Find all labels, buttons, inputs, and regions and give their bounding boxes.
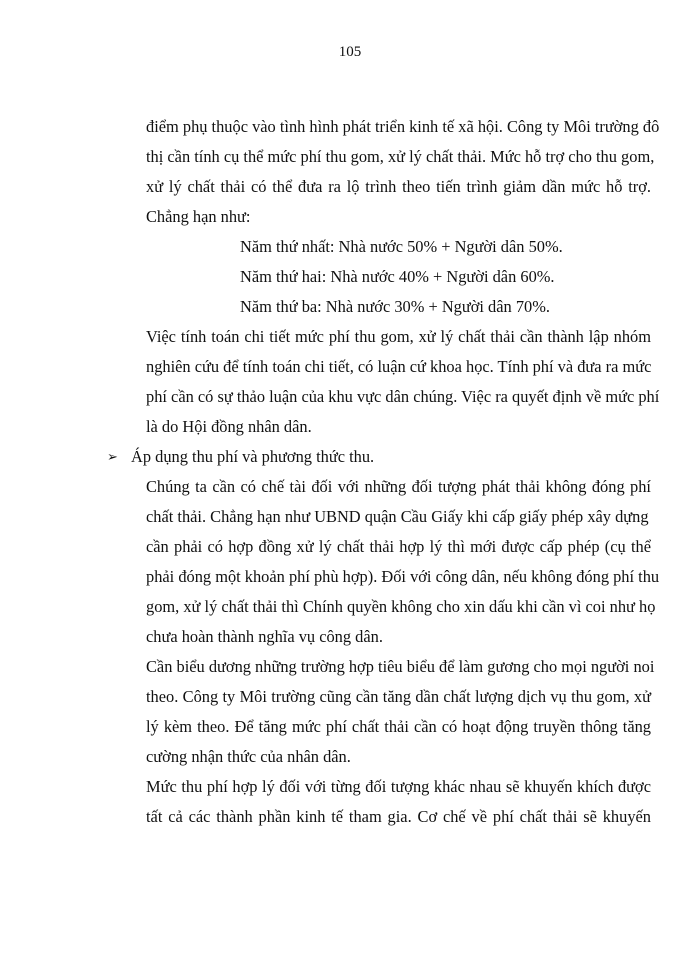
paragraph-2-line-1: Việc tính toán chi tiết mức phí thu gom, xử lý chất thải cần thành lập nhóm: [146, 327, 651, 346]
paragraph-2-line-3: phí cần có sự thảo luận của khu vực dân chúng. Việc ra quyết định về mức phí: [146, 387, 660, 406]
paragraph-5-line-2: tất cả các thành phần kinh tế tham gia. Cơ chế về phí chất thải sẽ khuyến: [146, 807, 651, 826]
paragraph-3-line-1: Chúng ta cần có chế tài đối với những đối tượng phát thải không đóng phí: [146, 477, 651, 496]
bullet-item: [107, 447, 374, 467]
roadmap-year-1: Năm thứ nhất: Nhà nước 50% + Người dân 50%.: [240, 237, 563, 256]
paragraph-3-line-5: gom, xử lý chất thải thì Chính quyền không cho xin dấu khi cần vì coi như họ: [146, 597, 656, 616]
paragraph-3-line-2: chất thải. Chẳng hạn như UBND quận Cầu Giấy khi cấp giấy phép xây dựng: [146, 507, 649, 526]
arrow-bullet-icon: ➢: [107, 449, 118, 464]
paragraph-4-line-3: lý kèm theo. Để tăng mức phí chất thải cần có hoạt động truyền thông tăng: [146, 717, 651, 736]
page-number: 105: [338, 44, 362, 60]
paragraph-1-line-3: xử lý chất thải có thể đưa ra lộ trình theo tiến trình giảm dần mức hỗ trợ.: [146, 177, 651, 196]
paragraph-3-line-4: phải đóng một khoản phí phù hợp). Đối với công dân, nếu không đóng phí thu: [146, 567, 660, 586]
roadmap-year-3: Năm thứ ba: Nhà nước 30% + Người dân 70%.: [240, 297, 550, 316]
paragraph-5-line-1: Mức thu phí hợp lý đối với từng đối tượng khác nhau sẽ khuyến khích được: [146, 777, 651, 796]
paragraph-4-line-2: theo. Công ty Môi trường cũng cần tăng dần chất lượng dịch vụ thu gom, xử: [146, 687, 651, 706]
paragraph-4-line-1: Cần biểu dương những trường hợp tiêu biểu để làm gương cho mọi người noi: [146, 657, 655, 676]
paragraph-4-line-4: cường nhận thức của nhân dân.: [146, 747, 351, 766]
paragraph-1-line-2: thị cần tính cụ thể mức phí thu gom, xử lý chất thải. Mức hỗ trợ cho thu gom,: [146, 147, 655, 166]
paragraph-1-line-4: Chẳng hạn như:: [146, 207, 251, 226]
bullet-text: Áp dụng thu phí và phương thức thu.: [131, 447, 375, 466]
paragraph-2-line-2: nghiên cứu để tính toán chi tiết, có luận cứ khoa học. Tính phí và đưa ra mức: [146, 357, 652, 376]
roadmap-year-2: Năm thứ hai: Nhà nước 40% + Người dân 60%.: [240, 267, 555, 286]
paragraph-3-line-6: chưa hoàn thành nghĩa vụ công dân.: [146, 627, 383, 646]
paragraph-2-line-4: là do Hội đồng nhân dân.: [146, 417, 312, 436]
paragraph-1-line-1: điểm phụ thuộc vào tình hình phát triển kinh tế xã hội. Công ty Môi trường đô: [146, 117, 660, 136]
paragraph-3-line-3: cần phải có hợp đồng xử lý chất thải hợp lý thì mới được cấp phép (cụ thể: [146, 537, 651, 556]
